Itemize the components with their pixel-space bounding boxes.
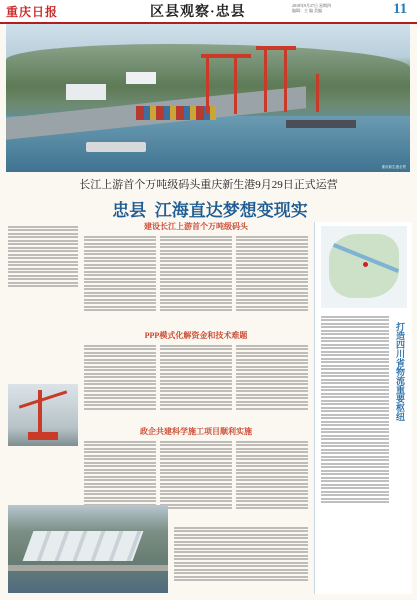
sidebar-text — [321, 314, 389, 586]
intro-column — [8, 224, 78, 296]
crane-beam — [201, 54, 251, 58]
gantry-crane — [316, 74, 319, 112]
crane-photo — [8, 384, 78, 446]
subhead-2: PPP模式化解资金和技术难题 — [144, 331, 248, 340]
newspaper-logo: 重庆日报 — [6, 5, 59, 19]
body-column — [236, 439, 308, 519]
ship — [86, 142, 146, 152]
body-column — [84, 343, 156, 421]
map-marker-icon — [363, 262, 368, 267]
body-column — [160, 343, 232, 421]
gantry-crane — [234, 54, 237, 114]
dateline — [292, 3, 331, 13]
crane-base — [28, 432, 58, 440]
ship — [286, 120, 356, 128]
container-stack — [136, 106, 216, 120]
photo-credit: 重庆新生港全景 — [381, 165, 406, 169]
body-column — [236, 234, 308, 324]
section-title: 区县观察·忠县 — [150, 5, 246, 20]
right-sidebar — [314, 222, 412, 594]
aerial-photo — [8, 505, 168, 593]
gantry-crane — [264, 46, 267, 112]
gantry-crane — [206, 54, 209, 114]
crane-boom — [19, 390, 67, 408]
warehouse-grid — [23, 531, 144, 561]
body-column — [236, 343, 308, 421]
body-column — [174, 525, 308, 591]
sidebar-vertical-title: 打造四川省物流重要枢纽 — [395, 322, 405, 421]
road — [8, 565, 168, 571]
crane-beam — [256, 46, 296, 50]
subhead-1: 建设长江上游首个万吨级码头 — [144, 222, 248, 231]
body-column — [160, 234, 232, 324]
gantry-crane — [284, 46, 287, 112]
date-line-1: 2018年9月27日 星期四 — [292, 3, 331, 8]
body-column — [84, 234, 156, 324]
page-number: 11 — [393, 1, 408, 17]
masthead — [0, 0, 417, 24]
location-map — [321, 226, 407, 308]
warehouse — [66, 84, 106, 100]
main-photo — [6, 24, 410, 172]
warehouse — [126, 72, 156, 84]
body-column — [160, 439, 232, 519]
headline-main: 忠县 江海直达梦想变现实 — [112, 201, 308, 220]
date-line-2: 编辑：主 编 美编 — [292, 8, 322, 13]
headline-kicker: 长江上游首个万吨级码头重庆新生港9月29日正式运营 — [79, 179, 338, 191]
subhead-3: 政企共建科学施工项目顺利实施 — [140, 427, 252, 436]
